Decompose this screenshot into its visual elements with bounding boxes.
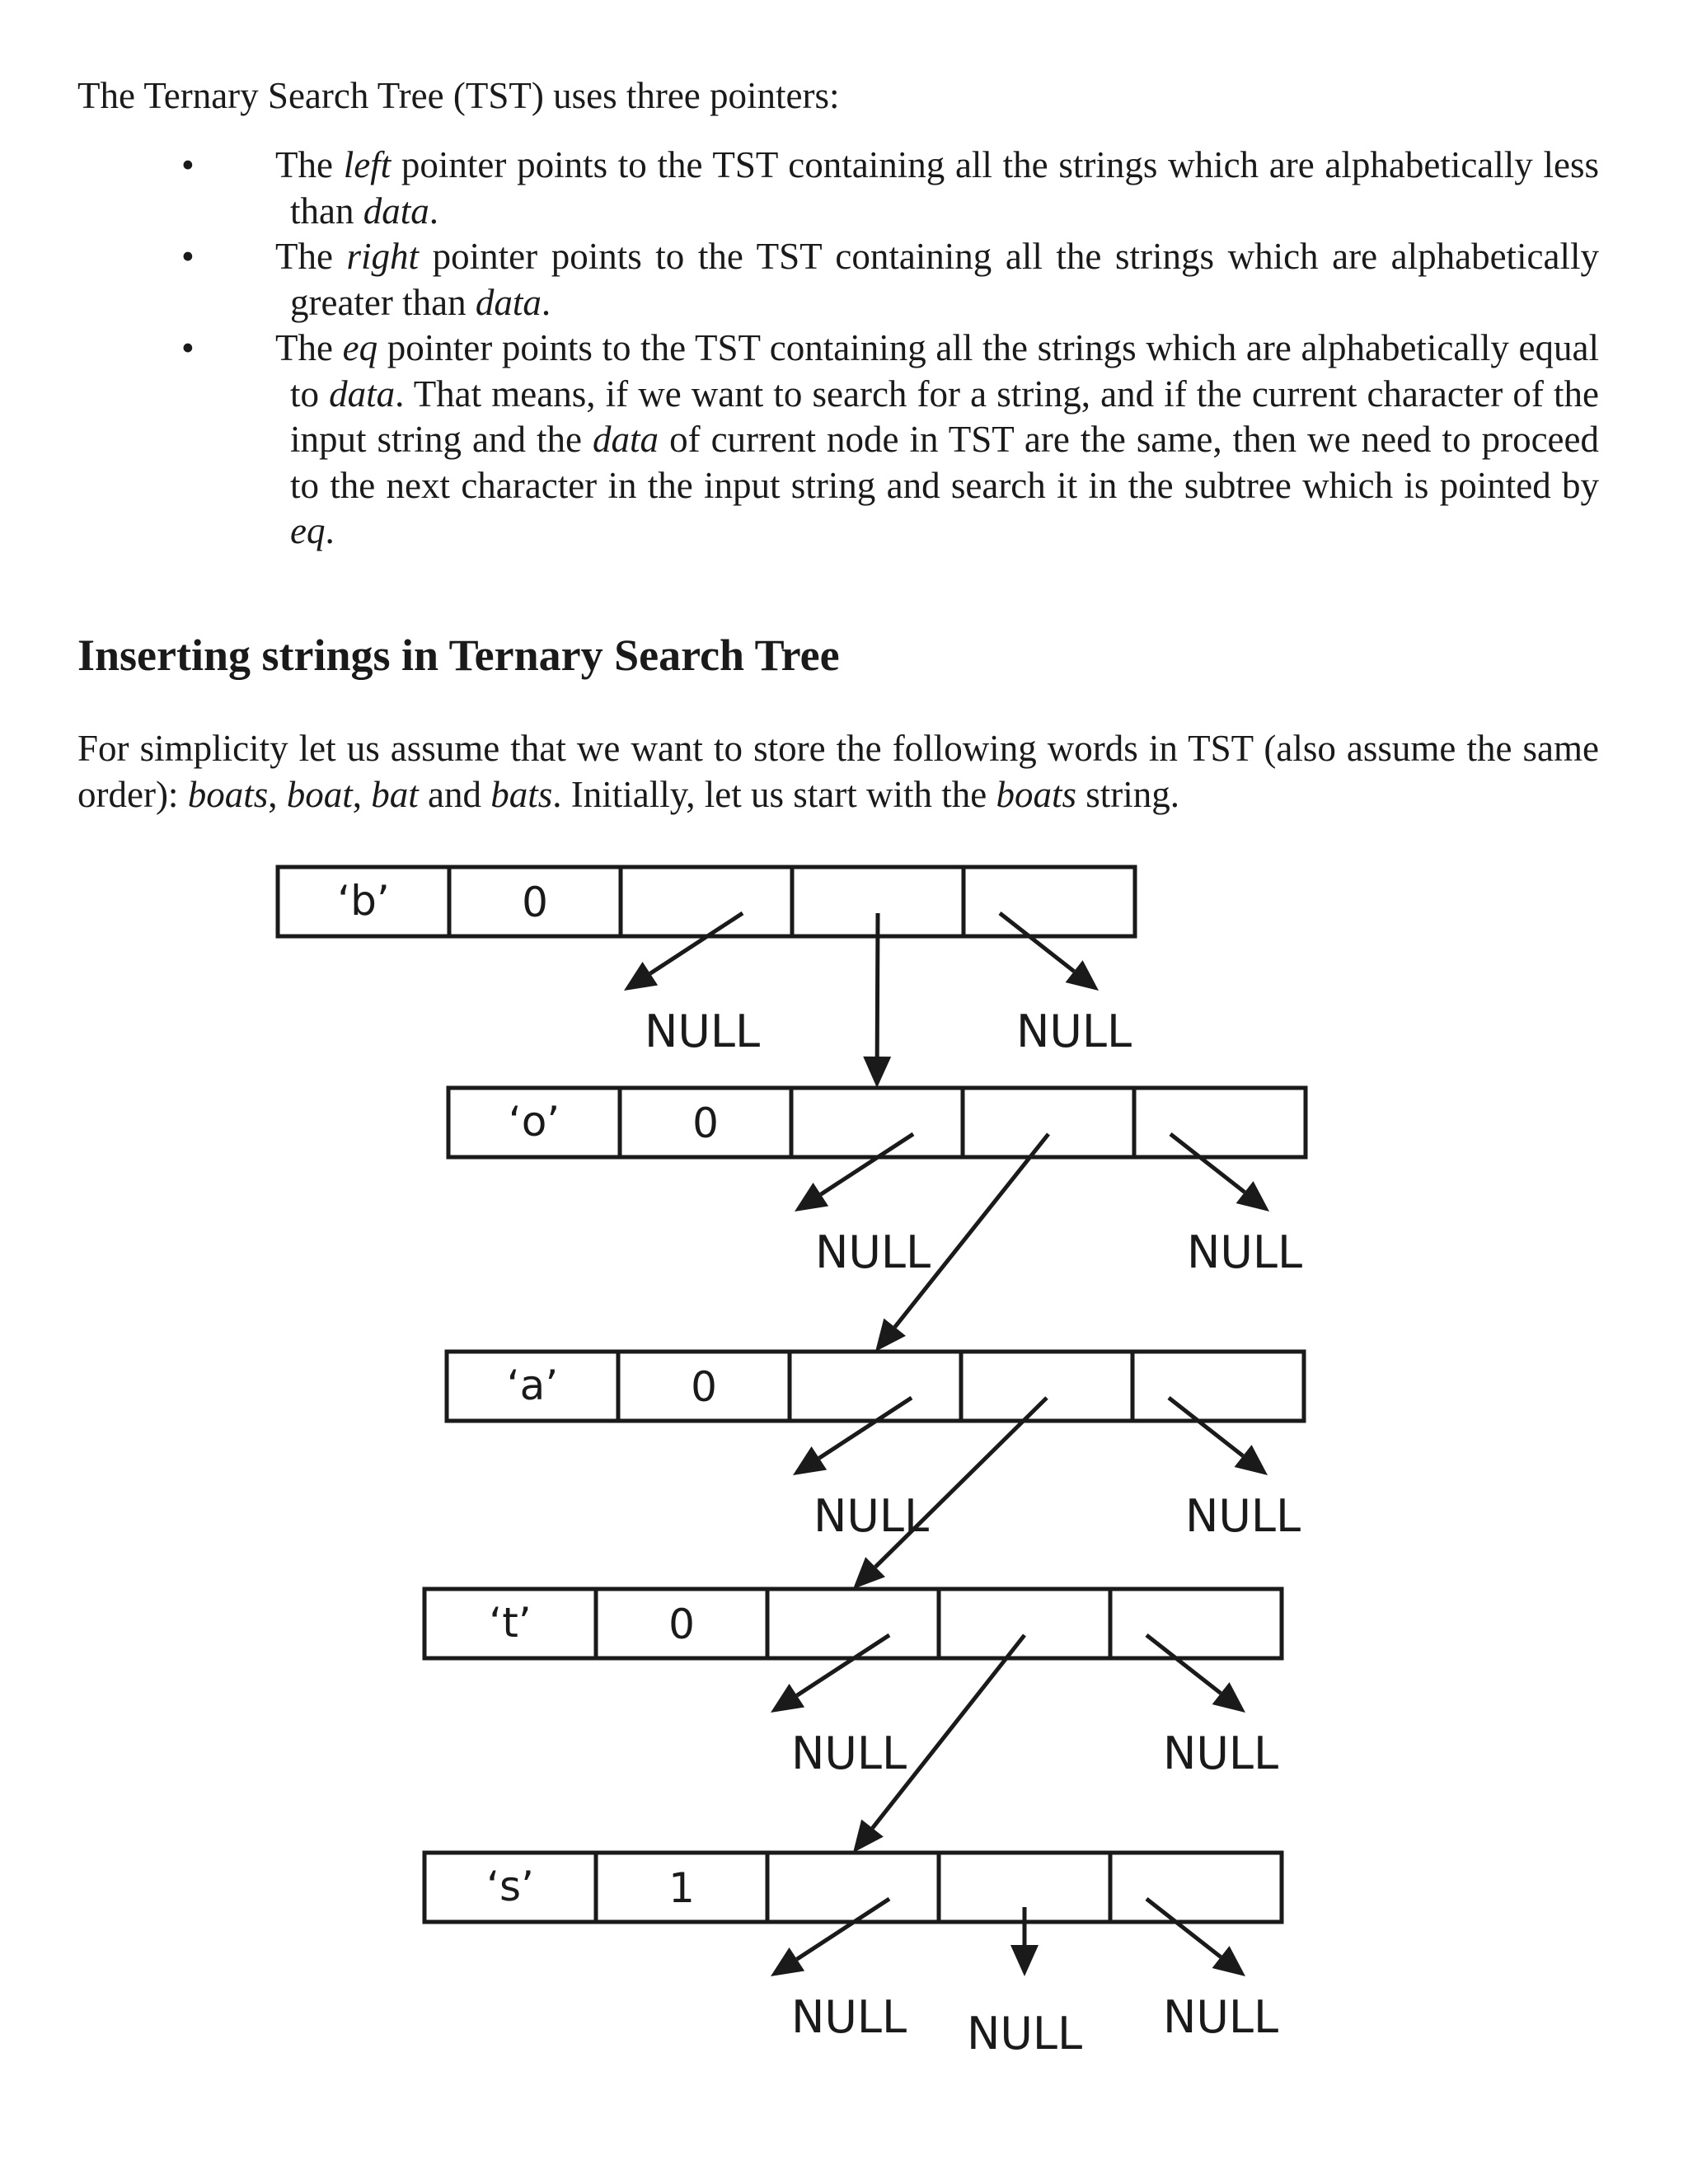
text-run: . — [325, 510, 335, 551]
node-char-label: ‘a’ — [506, 1361, 559, 1409]
left-pointer-arrow-head — [793, 1446, 827, 1475]
tst-node-cell — [791, 1088, 963, 1157]
bullet-marker: • — [181, 236, 195, 277]
tst-node-cell — [964, 867, 1135, 936]
left-null-label: NULL — [644, 1005, 761, 1057]
left-pointer-arrow-head — [795, 1183, 828, 1212]
tst-node-cell — [790, 1352, 961, 1421]
emphasized-term: bat — [371, 774, 419, 815]
node-flag-label: 0 — [522, 879, 548, 926]
emphasized-term: data — [363, 190, 429, 232]
right-null-label: NULL — [1186, 1226, 1303, 1278]
eq-pointer-arrow-shaft — [877, 913, 878, 1057]
node-flag-label: 0 — [691, 1363, 717, 1411]
tst-node-cell — [767, 1589, 939, 1658]
bullet-marker: • — [181, 144, 195, 185]
text-run: The — [275, 327, 343, 368]
text-run: The — [275, 236, 347, 277]
tst-node-cell — [963, 1088, 1134, 1157]
tst-node-cell — [939, 1589, 1110, 1658]
left-pointer-arrow-head — [624, 962, 658, 991]
text-run: , — [268, 774, 287, 815]
bullet-marker: • — [181, 327, 195, 368]
emphasized-term: eq — [290, 510, 326, 551]
eq-pointer-arrow-shaft — [875, 1398, 1047, 1567]
emphasized-term: left — [343, 144, 392, 185]
text-run: pointer points to the TST containing all the strings which are alphabetically less than — [290, 144, 1599, 232]
text-run: . — [429, 190, 438, 232]
eq-pointer-arrow-head — [863, 1057, 891, 1088]
eq-pointer-arrow-head — [853, 1820, 884, 1853]
text-run: string. — [1076, 774, 1180, 815]
right-null-label: NULL — [1162, 1727, 1279, 1779]
emphasized-term: data — [329, 373, 396, 415]
right-null-label: NULL — [1162, 1991, 1279, 2043]
node-char-label: ‘o’ — [508, 1098, 560, 1146]
left-null-label: NULL — [790, 1991, 907, 2043]
tst-node-cell — [1132, 1352, 1304, 1421]
tst-node-cell — [961, 1352, 1132, 1421]
right-null-label: NULL — [1184, 1490, 1301, 1542]
node-char-label: ‘b’ — [337, 877, 390, 925]
right-null-label: NULL — [1015, 1005, 1132, 1057]
node-flag-label: 0 — [668, 1601, 695, 1648]
tst-node-cell — [1110, 1589, 1282, 1658]
left-null-label: NULL — [790, 1727, 907, 1779]
right-pointer-arrow-head — [1066, 960, 1099, 991]
left-null-label: NULL — [814, 1226, 931, 1278]
text-run: pointer points to the TST containing all the strings which are alphabetically equal to — [290, 327, 1599, 415]
emphasized-term: eq — [342, 327, 378, 368]
node-flag-label: 1 — [668, 1864, 695, 1912]
right-pointer-arrow-head — [1235, 1445, 1268, 1475]
node-char-label: ‘s’ — [486, 1863, 534, 1910]
left-pointer-arrow-head — [771, 1684, 804, 1713]
tst-node-cell — [767, 1853, 939, 1922]
node-char-label: ‘t’ — [489, 1599, 532, 1647]
emphasized-term: boats — [996, 774, 1076, 815]
emphasized-term: right — [346, 236, 420, 277]
text-run: and — [418, 774, 491, 815]
tst-node-cell — [1134, 1088, 1306, 1157]
right-pointer-arrow-head — [1212, 1946, 1245, 1976]
eq-pointer-arrow-head — [875, 1319, 906, 1352]
section-heading: Inserting strings in Ternary Search Tree — [77, 630, 840, 680]
tst-node-cell — [1110, 1853, 1282, 1922]
eq-pointer-arrow-head — [1010, 1945, 1039, 1976]
text-run: . That means, if we want to search for a string, and if the current character of the input string and the — [290, 373, 1599, 460]
text-run: pointer points to the TST containing all the strings which are alphabetically greater than — [290, 236, 1599, 323]
eq-null-label: NULL — [966, 2008, 1083, 2060]
node-flag-label: 0 — [692, 1099, 719, 1147]
text-run: For simplicity let us assume that we want to store the following words in TST (also assume the same order): — [77, 728, 1599, 815]
left-pointer-arrow-head — [771, 1947, 804, 1976]
emphasized-term: data — [475, 281, 542, 323]
text-run: , — [352, 774, 372, 815]
text-run: of current node in TST are the same, then we need to proceed to the next character in the input string and search it in the subtree which is pointed by — [290, 419, 1599, 506]
text-run: The — [275, 144, 344, 185]
tst-node-cell — [621, 867, 792, 936]
emphasized-term: bats — [490, 774, 553, 815]
right-pointer-arrow-head — [1236, 1181, 1269, 1212]
emphasized-term: data — [593, 419, 659, 460]
emphasized-term: boat — [286, 774, 353, 815]
text-run: . Initially, let us start with the — [552, 774, 996, 815]
left-null-label: NULL — [813, 1490, 930, 1542]
emphasized-term: boats — [187, 774, 269, 815]
right-pointer-arrow-head — [1212, 1682, 1245, 1713]
text-run: . — [541, 281, 551, 323]
intro-sentence: The Ternary Search Tree (TST) uses three pointers: — [77, 75, 840, 116]
